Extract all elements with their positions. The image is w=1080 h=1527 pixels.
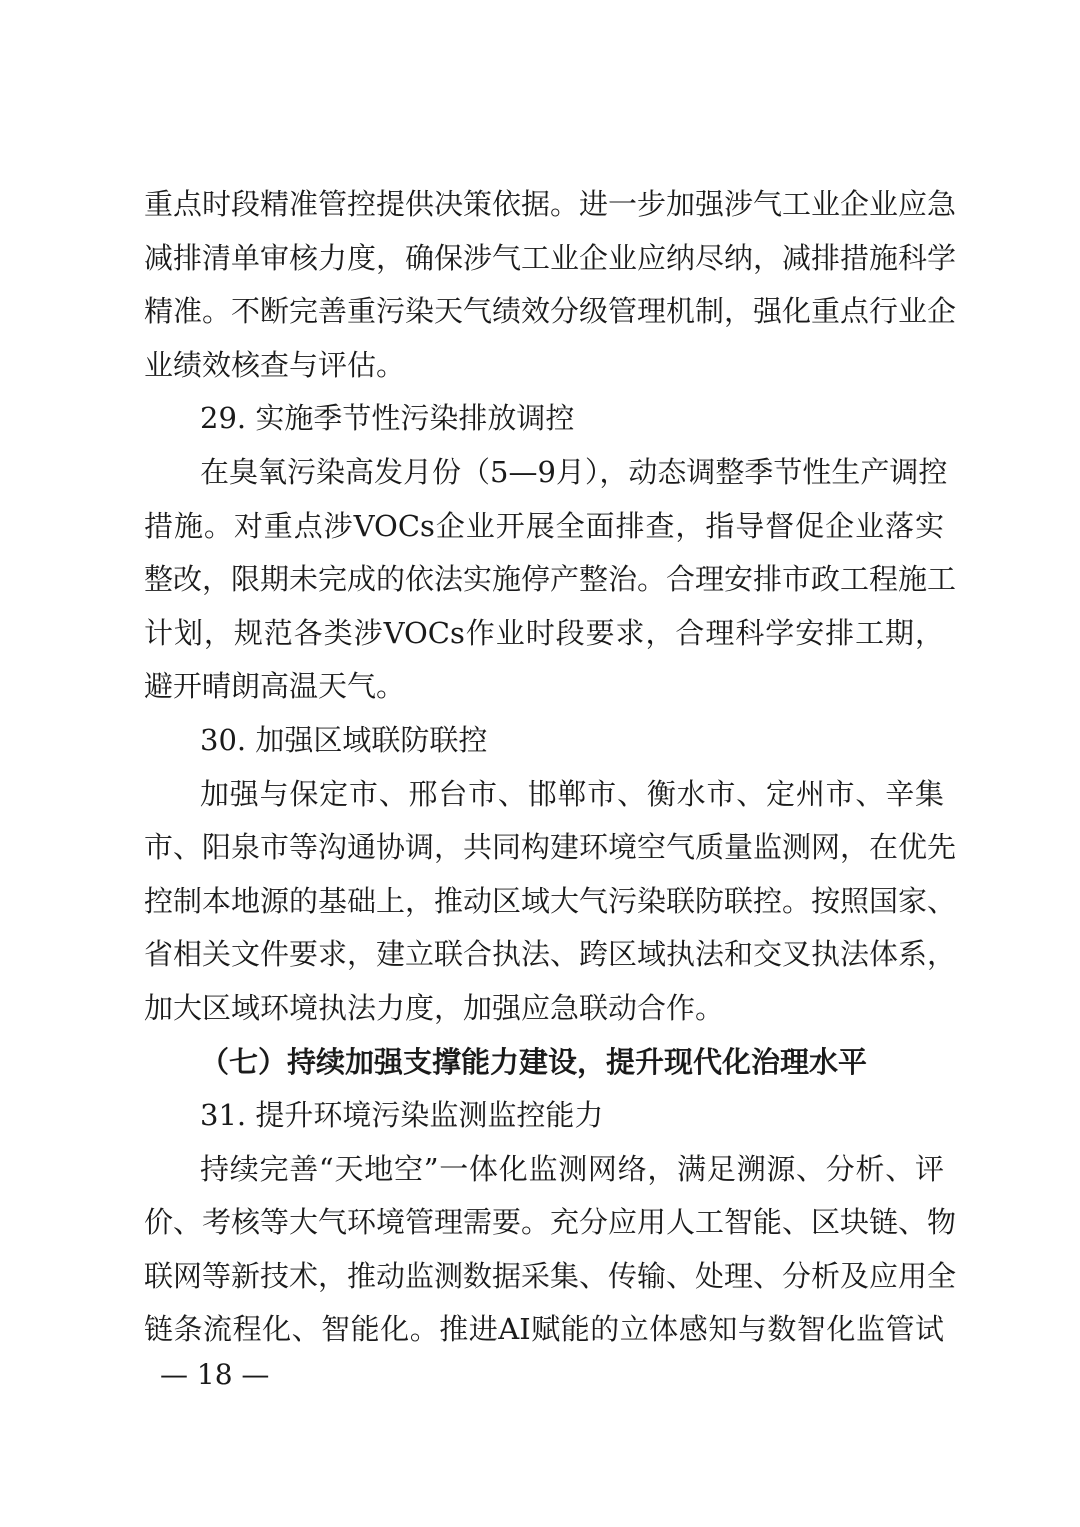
text-line: 联网等新技术，推动监测数据采集、传输、处理、分析及应用全	[144, 1258, 957, 1293]
text-line: 链条流程化、智能化。推进AI赋能的立体感知与数智化监管试	[144, 1312, 944, 1347]
text-line: 31. 提升环境污染监测监控能力	[200, 1098, 604, 1133]
text-line: 省相关文件要求，建立联合执法、跨区域执法和交叉执法体系，	[144, 937, 957, 972]
text-line: 措施。对重点涉VOCs企业开展全面排查，指导督促企业落实	[144, 508, 944, 543]
text-line: 价、考核等大气环境管理需要。充分应用人工智能、区块链、物	[144, 1205, 957, 1240]
text-line: 29. 实施季节性污染排放调控	[200, 401, 575, 436]
text-line: 加强与保定市、邢台市、邯郸市、衡水市、定州市、辛集	[200, 776, 944, 811]
text-line: 控制本地源的基础上，推动区域大气污染联防联控。按照国家、	[144, 883, 957, 918]
text-line: 避开晴朗高温天气。	[144, 669, 406, 704]
document-body	[144, 178, 957, 1357]
text-line: 减排清单审核力度，确保涉气工业企业应纳尽纳，减排措施科学	[144, 240, 957, 275]
text-line: 整改，限期未完成的依法实施停产整治。合理安排市政工程施工	[144, 562, 957, 597]
text-line: 在臭氧污染高发月份（5—9月），动态调整季节性生产调控	[200, 454, 948, 489]
text-line: 30. 加强区域联防联控	[200, 722, 488, 757]
text-line: 精准。不断完善重污染天气绩效分级管理机制，强化重点行业企	[144, 294, 957, 329]
text-line: 市、阳泉市等沟通协调，共同构建环境空气质量监测网，在优先	[144, 830, 957, 865]
text-line: 业绩效核查与评估。	[144, 347, 406, 382]
section-heading: （七）持续加强支撑能力建设，提升现代化治理水平	[200, 1044, 868, 1079]
text-line: 计划，规范各类涉VOCs作业时段要求，合理科学安排工期，	[144, 615, 944, 650]
text-line: 重点时段精准管控提供决策依据。进一步加强涉气工业企业应急	[144, 187, 957, 221]
page-number: — 18 —	[160, 1358, 270, 1391]
text-line: 加大区域环境执法力度，加强应急联动合作。	[144, 990, 725, 1025]
text-line: 持续完善“天地空”一体化监测网络，满足溯源、分析、评	[200, 1151, 944, 1186]
